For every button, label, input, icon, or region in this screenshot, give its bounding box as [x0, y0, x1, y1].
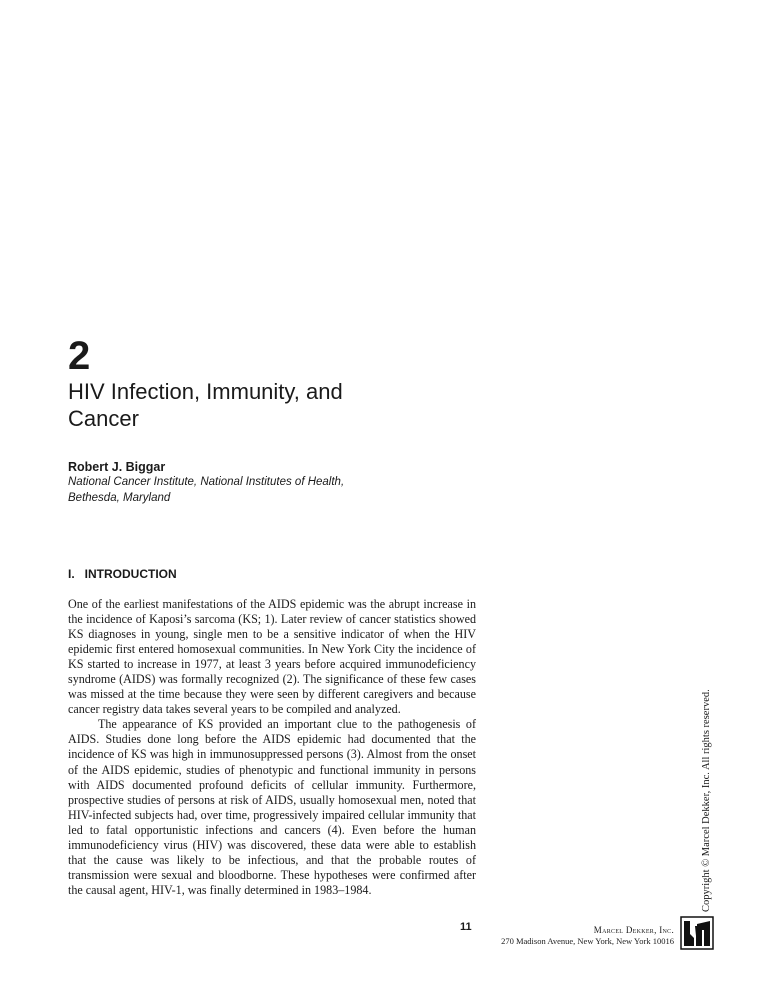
publisher-address: 270 Madison Avenue, New York, New York 10016: [501, 936, 674, 946]
chapter-number: 2: [68, 334, 91, 378]
section-title: INTRODUCTION: [84, 567, 177, 581]
marcel-dekker-logo-icon: [680, 916, 714, 950]
publisher-imprint: [501, 925, 674, 947]
paragraph-1: One of the earliest manifestations of the AIDS epidemic was the abrupt increase in the incidence of Kaposi’s sarcoma (KS; 1). Later review of cancer statistics showed KS diagnoses in young, single men to be a sensitive indicator of when the HIV epidemic first entered homosexual communities. In New York City the incidence of KS started to increase in 1977, at least 3 years before acquired immunodeficiency syndrome (AIDS) was formally recognized (2). The significance of these few cases was missed at the time because they were seen by different caregivers and because cancer registry data takes several years to be compiled and analyzed.: [68, 597, 476, 717]
author-name: Robert J. Biggar: [68, 460, 166, 474]
section-number: I.: [68, 567, 75, 581]
chapter-title: HIV Infection, Immunity, and Cancer: [68, 379, 343, 431]
copyright-notice: Copyright © Marcel Dekker, Inc. All rights reserved.: [701, 689, 712, 912]
paragraph-2: The appearance of KS provided an important clue to the pathogenesis of AIDS. Studies done long before the AIDS epidemic had documented that the incidence of KS was high in immunosuppressed persons (3). Almost from the onset of the AIDS epidemic, studies of phenotypic and functional immunity in persons with AIDS documented profound deficits of cellular immunity. Furthermore, prospective studies of persons at risk of AIDS, usually homosexual men, noted that HIV-infected subjects had, over time, progressively impaired cellular immunity that led to fatal opportunistic infections and cancers (4). Even before the human immunodeficiency virus (HIV) was discovered, these data were able to establish that the cause was likely to be infectious, and that the probable routes of transmission were sexual and bloodborne. These hypotheses were confirmed after the causal agent, HIV-1, was finally determined in 1983–1984.: [68, 717, 476, 897]
affiliation-line-1: National Cancer Institute, National Institutes of Health,: [68, 476, 345, 488]
publisher-name: Marcel Dekker, Inc.: [593, 925, 674, 935]
page-number: 11: [460, 921, 472, 933]
section-heading: [68, 566, 177, 582]
body-text: [68, 597, 476, 898]
affiliation-line-2: Bethesda, Maryland: [68, 491, 171, 504]
author-affiliation: [68, 475, 368, 506]
